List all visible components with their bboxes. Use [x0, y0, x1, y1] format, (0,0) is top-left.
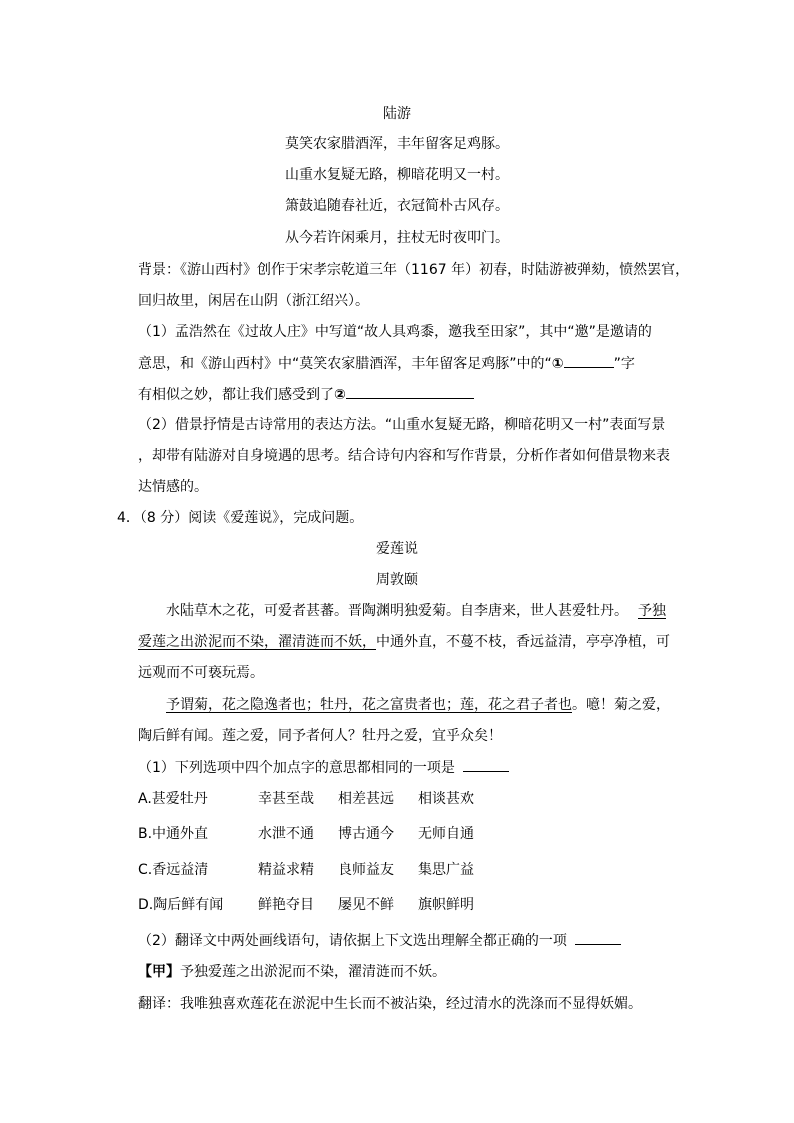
q1-line-3 — [138, 384, 474, 405]
option-b-3: 博古通今 — [338, 826, 394, 842]
poem-line-4: 从今若许闲乘月，拄杖无时夜叩门。 — [285, 230, 509, 246]
background-line-1: 背景：《游山西村》创作于宋孝宗乾道三年（1167 年）初春，时陆游被弹劾，愤然罢官， — [138, 262, 690, 278]
essay-p1-line-2 — [138, 632, 670, 652]
essay-p2-line-1 — [166, 695, 670, 715]
q1-line-2-text: 意思，和《游山西村》中“莫笑农家腊酒浑，丰年留客足鸡豚”中的“ — [138, 356, 552, 372]
poem-line-1: 莫笑农家腊酒浑，丰年留客足鸡豚。 — [285, 136, 509, 152]
essay-author: 周敦颐 — [376, 572, 418, 588]
jia-label: 【甲】 — [138, 964, 180, 980]
option-a-3: 相差甚远 — [338, 791, 394, 807]
essay-p1-line-1 — [166, 601, 666, 621]
sub1-question — [138, 757, 509, 778]
q2-line-2: ，却带有陆游对自身境遇的思考。结合诗句内容和写作背景，分析作者如何借景物来表 — [138, 448, 670, 464]
option-d-3: 屡见不鲜 — [338, 897, 394, 913]
answer-blank-1[interactable] — [564, 353, 614, 368]
option-a-1: A.甚爱牡丹 — [138, 791, 208, 807]
option-c-2: 精益求精 — [258, 862, 314, 878]
poem-line-3: 箫鼓追随春社近，衣冠简朴古风存。 — [285, 198, 509, 214]
essay-p1-line-1-text: 水陆草木之花，可爱者甚蕃。晋陶渊明独爱菊。自李唐来，世人甚爱牡丹。 — [166, 603, 628, 619]
option-d-4: 旗帜鲜明 — [418, 897, 474, 913]
sub2-question — [138, 930, 621, 951]
background-line-2: 回归故里，闲居在山阴（浙江绍兴）。 — [138, 293, 369, 309]
sub2-jia — [138, 962, 446, 982]
sub1-question-text: （1）下列选项中四个加点字的意思都相同的一项是 — [138, 760, 455, 776]
q1-line-2-end: ”字 — [613, 356, 635, 372]
q1-line-3-text: 有相似之妙，都让我们感受到了 — [138, 387, 334, 403]
essay-title: 爱莲说 — [376, 541, 418, 557]
option-d-1: D.陶后鲜有闻 — [138, 897, 224, 913]
blank-number-1: ① — [551, 356, 564, 372]
option-c-4: 集思广益 — [418, 862, 474, 878]
essay-p2-line-1-text: 。噫！菊之爱， — [572, 697, 670, 713]
answer-blank-2[interactable] — [346, 384, 474, 399]
underlined-sentence-yi: 予谓菊，花之隐逸者也；牡丹，花之富贵者也；莲，花之君子者也 — [166, 697, 572, 713]
answer-blank-sub2[interactable] — [575, 930, 621, 945]
option-b-1: B.中通外直 — [138, 826, 209, 842]
option-b-2: 水泄不通 — [258, 826, 314, 842]
essay-p2-line-2: 陶后鲜有闻。莲之爱，同予者何人？牡丹之爱，宜乎众矣！ — [138, 728, 502, 744]
option-c-1: C.香远益清 — [138, 862, 209, 878]
sub2-translation: 翻译：我唯独喜欢莲花在淤泥中生长而不被沾染，经过清水的洗涤而不显得妖媚。 — [138, 996, 642, 1012]
poem-line-2: 山重水复疑无路，柳暗花明又一村。 — [285, 167, 509, 183]
option-a-4: 相谈甚欢 — [418, 791, 474, 807]
q2-line-3: 达情感的。 — [138, 479, 208, 495]
sub2-question-text: （2）翻译文中两处画线语句，请依据上下文选出理解全都正确的一项 — [138, 933, 567, 949]
essay-p1-line-2-text: 中通外直，不蔓不枝，香远益清，亭亭净植，可 — [376, 634, 670, 650]
option-a-2: 幸甚至哉 — [258, 791, 314, 807]
answer-blank-sub1[interactable] — [463, 757, 509, 772]
poem-author: 陆游 — [383, 106, 411, 122]
option-b-4: 无师自通 — [418, 826, 474, 842]
blank-number-2: ② — [334, 387, 346, 403]
option-c-3: 良师益友 — [338, 862, 394, 878]
essay-p1-line-3: 远观而不可亵玩焉。 — [138, 665, 264, 681]
underlined-sentence-jia-end: 爱莲之出淤泥而不染，濯清涟而不妖， — [138, 634, 376, 650]
option-d-2: 鲜艳夺目 — [258, 897, 314, 913]
underlined-sentence-jia-start: 予独 — [638, 603, 666, 619]
jia-text: 予独爱莲之出淤泥而不染，濯清涟而不妖。 — [180, 964, 446, 980]
q1-line-2 — [138, 353, 635, 374]
q1-line-1: （1）孟浩然在《过故人庄》中写道“故人具鸡黍，邀我至田家”，其中“邀”是邀请的 — [138, 324, 652, 340]
section-4-header: 4．（8 分）阅读《爱莲说》，完成问题。 — [117, 510, 364, 526]
q2-line-1: （2）借景抒情是古诗常用的表达方法。“山重水复疑无路，柳暗花明又一村”表面写景 — [138, 417, 666, 433]
